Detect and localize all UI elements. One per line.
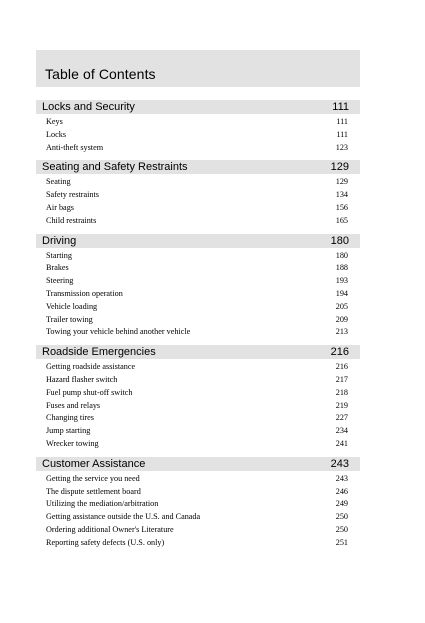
entry-page-number: 213	[335, 327, 348, 337]
entry-title: Towing your vehicle behind another vehicle	[46, 327, 191, 337]
toc-entry[interactable]	[36, 438, 360, 451]
entry-page-number: 246	[335, 486, 348, 496]
toc-entry[interactable]	[36, 511, 360, 524]
toc-entry[interactable]	[36, 374, 360, 387]
entry-page-number: 129	[335, 177, 348, 187]
title-band	[36, 50, 360, 87]
entry-title: Utilizing the mediation/arbitration	[46, 499, 159, 509]
entry-list	[36, 174, 360, 227]
toc-entry[interactable]	[36, 537, 360, 550]
toc-section	[36, 160, 360, 227]
toc-entry[interactable]	[36, 262, 360, 275]
entry-page-number: 205	[335, 301, 348, 311]
toc-entry[interactable]	[36, 473, 360, 486]
section-header[interactable]	[36, 160, 360, 174]
toc-entry[interactable]	[36, 387, 360, 400]
entry-title: Brakes	[46, 263, 69, 273]
entry-title: The dispute settlement board	[46, 486, 141, 496]
toc-entry[interactable]	[36, 486, 360, 499]
entry-page-number: 217	[335, 374, 348, 384]
entry-page-number: 250	[335, 524, 348, 534]
toc-entry[interactable]	[36, 425, 360, 438]
entry-page-number: 180	[335, 250, 348, 260]
toc-entry[interactable]	[36, 412, 360, 425]
entry-list	[36, 248, 360, 340]
entry-title: Getting the service you need	[46, 473, 140, 483]
entry-page-number: 234	[335, 426, 348, 436]
section-page-number: 129	[330, 161, 349, 174]
toc-page	[36, 50, 360, 550]
entry-title: Getting roadside assistance	[46, 362, 136, 372]
toc-entry[interactable]	[36, 129, 360, 142]
toc-entry[interactable]	[36, 142, 360, 155]
toc-section	[36, 457, 360, 550]
entry-title: Fuel pump shut-off switch	[46, 387, 133, 397]
entry-title: Ordering additional Owner's Literature	[46, 524, 174, 534]
entry-list	[36, 359, 360, 451]
toc-entry[interactable]	[36, 176, 360, 189]
entry-page-number: 241	[335, 438, 348, 448]
entry-title: Keys	[46, 117, 63, 126]
toc-entry[interactable]	[36, 215, 360, 228]
entry-page-number: 123	[335, 142, 348, 152]
section-header[interactable]	[36, 457, 360, 471]
entry-page-number: 111	[336, 129, 348, 139]
entry-title: Transmission operation	[46, 288, 123, 298]
entry-page-number: 111	[336, 117, 348, 126]
entry-title: Starting	[46, 250, 72, 260]
entry-page-number: 193	[335, 276, 348, 286]
section-header[interactable]	[36, 345, 360, 359]
toc-entry[interactable]	[36, 524, 360, 537]
entry-title: Child restraints	[46, 215, 97, 225]
entry-page-number: 251	[335, 537, 348, 547]
toc-entry[interactable]	[36, 326, 360, 339]
entry-title: Trailer towing	[46, 314, 93, 324]
entry-page-number: 218	[335, 387, 348, 397]
toc-sections	[36, 100, 360, 550]
section-title: Locks and Security	[42, 101, 135, 113]
entry-page-number: 250	[335, 512, 348, 522]
entry-page-number: 216	[335, 362, 348, 372]
entry-title: Wrecker towing	[46, 438, 99, 448]
entry-page-number: 219	[335, 400, 348, 410]
entry-page-number: 156	[335, 202, 348, 212]
entry-page-number: 209	[335, 314, 348, 324]
toc-section	[36, 345, 360, 451]
section-page-number: 111	[332, 101, 349, 113]
entry-page-number: 249	[335, 499, 348, 509]
entry-title: Seating	[46, 177, 71, 187]
section-page-number: 216	[330, 346, 349, 359]
section-header[interactable]	[36, 100, 360, 114]
entry-title: Jump starting	[46, 426, 91, 436]
entry-page-number: 134	[335, 190, 348, 200]
entry-page-number: 243	[335, 473, 348, 483]
entry-title: Safety restraints	[46, 190, 99, 200]
entry-title: Air bags	[46, 202, 74, 212]
toc-entry[interactable]	[36, 189, 360, 202]
page-title: Table of Contents	[45, 66, 156, 82]
entry-page-number: 227	[335, 413, 348, 423]
section-title: Customer Assistance	[42, 457, 146, 470]
entry-list	[36, 114, 360, 154]
section-page-number: 243	[330, 457, 349, 470]
entry-title: Vehicle loading	[46, 301, 98, 311]
section-header[interactable]	[36, 234, 360, 248]
toc-entry[interactable]	[36, 116, 360, 129]
entry-title: Steering	[46, 276, 74, 286]
toc-entry[interactable]	[36, 314, 360, 327]
entry-title: Locks	[46, 129, 67, 139]
entry-title: Fuses and relays	[46, 400, 101, 410]
entry-title: Hazard flasher switch	[46, 374, 118, 384]
section-title: Roadside Emergencies	[42, 346, 156, 359]
entry-title: Anti-theft system	[46, 142, 104, 152]
entry-title: Changing tires	[46, 413, 94, 423]
toc-section	[36, 100, 360, 154]
section-page-number: 180	[330, 234, 349, 247]
toc-entry[interactable]	[36, 301, 360, 314]
toc-entry[interactable]	[36, 250, 360, 263]
entry-page-number: 188	[335, 263, 348, 273]
entry-title: Getting assistance outside the U.S. and Canada	[46, 512, 201, 522]
entry-page-number: 165	[335, 215, 348, 225]
section-title: Seating and Safety Restraints	[42, 161, 188, 174]
toc-section	[36, 234, 360, 340]
toc-entry[interactable]	[36, 288, 360, 301]
section-title: Driving	[42, 234, 77, 247]
toc-entry[interactable]	[36, 202, 360, 215]
toc-entry[interactable]	[36, 275, 360, 288]
toc-entry[interactable]	[36, 400, 360, 413]
entry-title: Reporting safety defects (U.S. only)	[46, 537, 165, 547]
entry-list	[36, 471, 360, 550]
entry-page-number: 194	[335, 288, 348, 298]
toc-entry[interactable]	[36, 498, 360, 511]
toc-entry[interactable]	[36, 361, 360, 374]
